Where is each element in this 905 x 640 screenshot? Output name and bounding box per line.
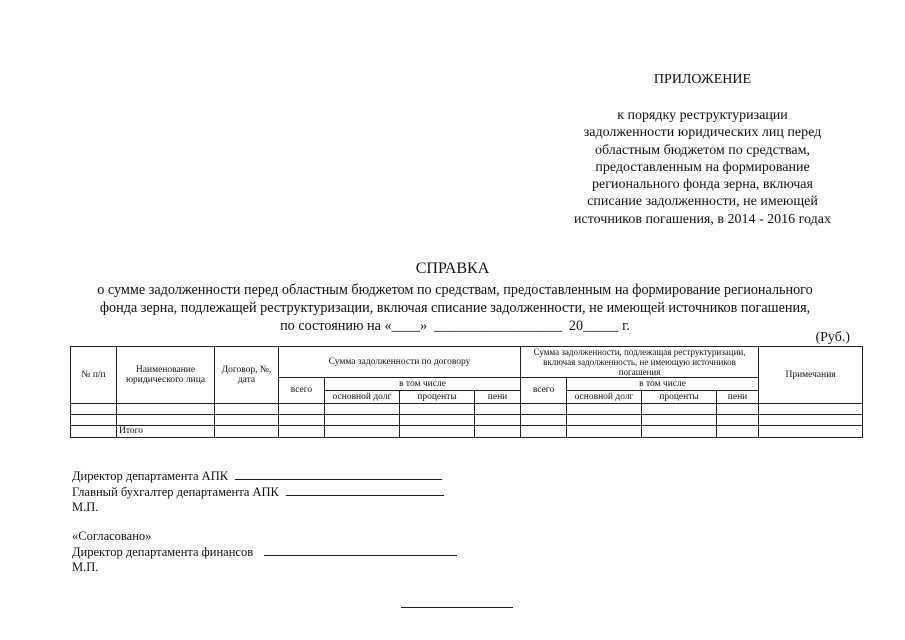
header-contract-debt: Сумма задолженности по договору <box>279 347 521 378</box>
subtitle-line: о сумме задолженности перед областным бюджетом по средствам, предоставленным на формирование регионального <box>97 282 813 298</box>
appendix-line: к порядку реструктуризации <box>617 108 788 123</box>
table-row <box>71 404 863 415</box>
appendix-line: предоставленным на формирование <box>595 159 810 175</box>
subtitle-date-line: по состоянию на «____» __________________ 20_____ г. <box>280 318 630 334</box>
header-principal: основной долг <box>325 391 400 404</box>
stamp-label: М.П. <box>72 560 99 574</box>
header-principal: основной долг <box>567 391 642 404</box>
table-total-row <box>71 426 863 438</box>
header-contract: Договор, №, дата <box>215 347 279 404</box>
header-num: № п/п <box>71 347 117 404</box>
header-name: Наименование юридического лица <box>117 347 215 404</box>
stamp-label: М.П. <box>72 500 99 514</box>
signature-line <box>264 545 457 556</box>
header-interest: проценты <box>400 391 475 404</box>
signature-director-finance <box>72 545 457 560</box>
footer-divider <box>401 607 513 608</box>
table-row <box>71 415 863 426</box>
header-notes: Примечания <box>759 347 863 404</box>
signature-chief-accountant <box>72 485 444 500</box>
signature-label: Директор департамента финансов <box>72 545 254 559</box>
appendix-description <box>540 107 865 228</box>
signature-director-apk <box>72 469 442 484</box>
document-title: СПРАВКА <box>415 260 490 277</box>
header-total: всего <box>279 378 325 404</box>
total-row-label: Итого <box>117 426 215 438</box>
header-including: в том числе <box>567 378 759 391</box>
appendix-line: задолженности юридических лиц перед <box>583 125 822 141</box>
header-restructured-debt: Сумма задолженности, подлежащая реструктуризации, включая задолженность, не имеющую источников погашения <box>521 347 759 378</box>
appendix-line: регионального фонда зерна, включая <box>592 177 813 193</box>
header-penalty: пени <box>717 391 759 404</box>
header-penalty: пени <box>475 391 521 404</box>
signature-line <box>235 469 442 480</box>
agreed-label: «Согласовано» <box>72 529 152 543</box>
signature-label: Главный бухгалтер департамента АПК <box>72 485 279 499</box>
appendix-title: ПРИЛОЖЕНИЕ <box>653 72 752 87</box>
subtitle-line: фонда зерна, подлежащей реструктуризации, включая списание задолженности, не имеющей источников погашения, <box>99 300 811 316</box>
document-subtitle <box>60 281 850 335</box>
debt-table <box>70 346 863 438</box>
header-including: в том числе <box>325 378 521 391</box>
signature-line <box>286 485 444 496</box>
appendix-line: областным бюджетом по средствам, <box>595 142 810 158</box>
header-interest: проценты <box>642 391 717 404</box>
currency-note: (Руб.) <box>815 330 850 345</box>
header-total: всего <box>521 378 567 404</box>
appendix-line: источников погашения, в 2014 - 2016 годах <box>574 211 831 227</box>
appendix-line: списание задолженности, не имеющей <box>587 194 818 210</box>
signature-label: Директор департамента АПК <box>72 469 229 483</box>
